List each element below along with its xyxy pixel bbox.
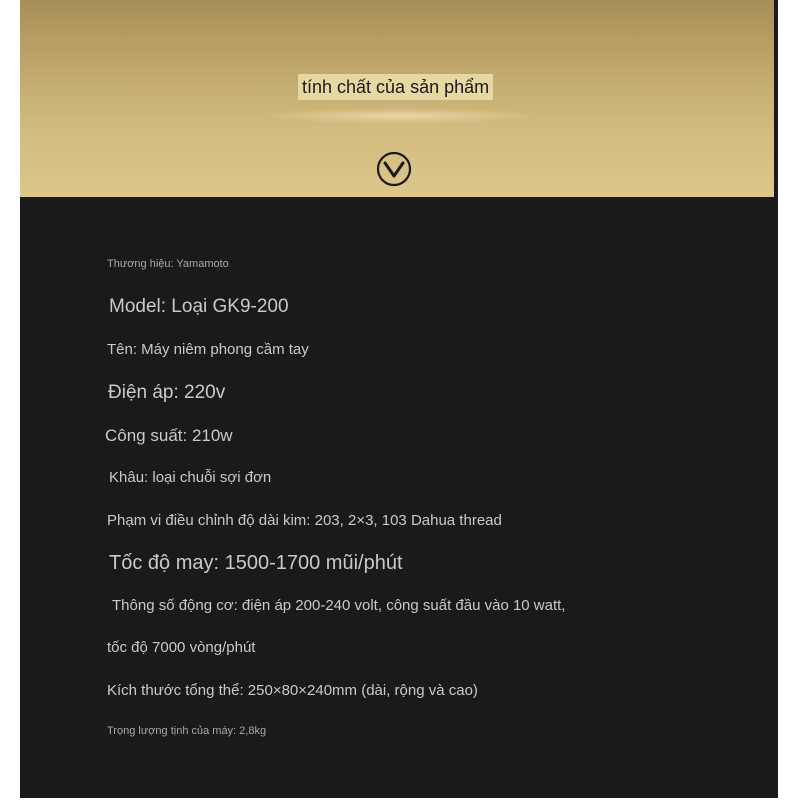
product-properties-banner: [20, 0, 774, 197]
spec-name: Tên: Máy niêm phong cầm tay: [107, 341, 309, 358]
banner-title: tính chất của sản phẩm: [298, 74, 493, 100]
chevron-down-circle-icon[interactable]: [376, 151, 412, 187]
spec-weight: Trọng lượng tịnh của máy: 2,8kg: [107, 725, 267, 737]
spec-motor-line2: tốc độ 7000 vòng/phút: [107, 639, 256, 656]
spec-motor-line1: Thông số động cơ: điện áp 200-240 volt, công suất đầu vào 10 watt,: [112, 597, 566, 614]
spec-stitch-range: Phạm vi điều chỉnh độ dài kim: 203, 2×3, 103 Dahua thread: [107, 512, 502, 529]
spec-stitch: Khâu: loại chuỗi sợi đơn: [109, 469, 272, 486]
spec-power: Công suất: 210w: [105, 426, 233, 445]
spec-speed: Tốc độ may: 1500-1700 mũi/phút: [109, 552, 403, 574]
spec-voltage: Điện áp: 220v: [108, 382, 226, 403]
banner-glow: [260, 108, 540, 124]
product-info-panel: [20, 0, 778, 798]
spec-dimensions: Kích thước tổng thể: 250×80×240mm (dài, rộng và cao): [107, 682, 478, 699]
spec-model: Model: Loại GK9-200: [109, 296, 289, 317]
spec-brand: Thương hiệu: Yamamoto: [107, 258, 229, 270]
